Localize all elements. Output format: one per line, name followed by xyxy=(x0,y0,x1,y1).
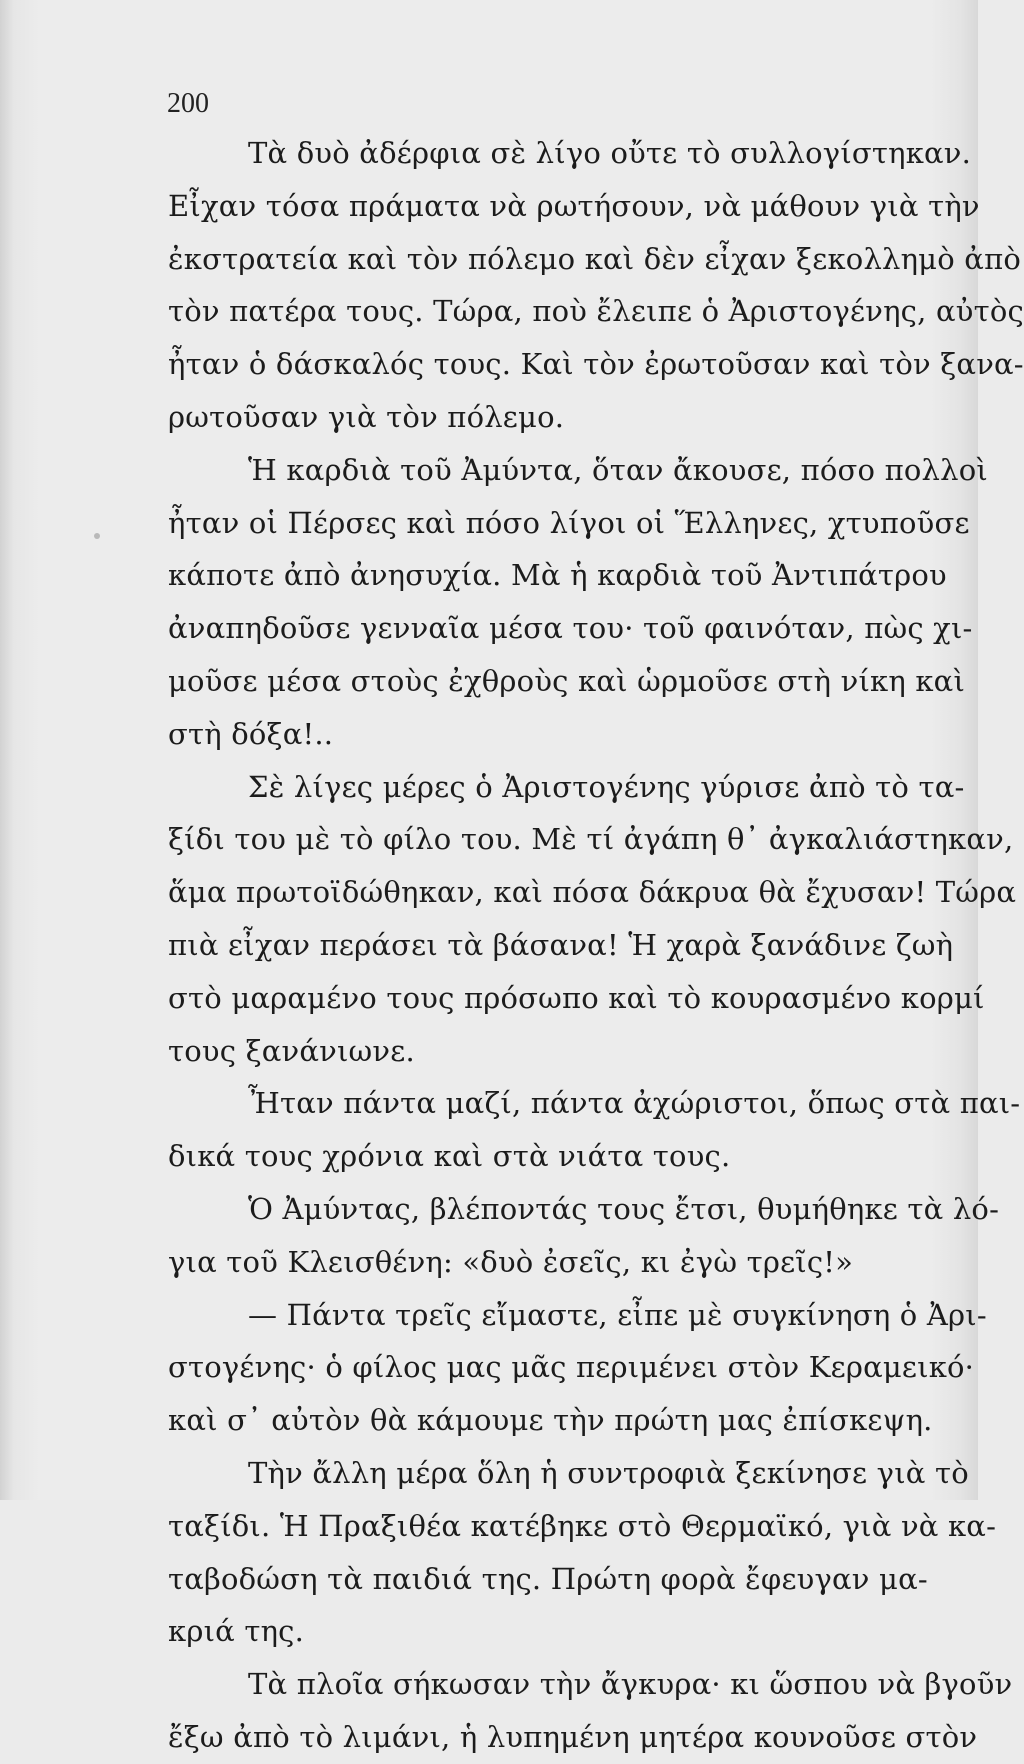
text-line: καὶ σ᾽ αὐτὸν θὰ κάμουμε τὴν πρώτη μας ἐπίσκεψη. xyxy=(168,1403,933,1438)
text-line: Εἶχαν τόσα πράματα νὰ ρωτήσουν, νὰ μάθουν γιὰ τὴν xyxy=(168,188,980,223)
text-line: τὸν πατέρα τους. Τώρα, ποὺ ἔλειπε ὁ Ἀριστογένης, αὐτὸς xyxy=(168,294,1024,329)
body-text xyxy=(168,127,1024,1764)
text-line: στὴ δόξα!.. xyxy=(168,716,334,751)
text-line: πιὰ εἶχαν περάσει τὰ βάσανα! Ἡ χαρὰ ξανάδινε ζωὴ xyxy=(168,927,954,962)
text-line: Ἡ καρδιὰ τοῦ Ἀμύντα, ὅταν ἄκουσε, πόσο πολλοὶ xyxy=(248,452,988,487)
text-line: δικά τους χρόνια καὶ στὰ νιάτα τους. xyxy=(168,1139,731,1174)
text-line: στογένης· ὁ φίλος μας μᾶς περιμένει στὸν Κεραμεικό· xyxy=(168,1350,975,1385)
text-line: ἅμα πρωτοϊδώθηκαν, καὶ πόσα δάκρυα θὰ ἔχυσαν! Τώρα xyxy=(168,875,1017,910)
text-line: για τοῦ Κλεισθένη: «δυὸ ἐσεῖς, κι ἐγὼ τρεῖς!» xyxy=(168,1244,854,1279)
text-line: Τὰ δυὸ ἀδέρφια σὲ λίγο οὔτε τὸ συλλογίστηκαν. xyxy=(248,136,972,170)
text-line: Τὴν ἄλλη μέρα ὅλη ἡ συντροφιὰ ξεκίνησε γιὰ τὸ xyxy=(248,1455,969,1490)
text-line: ἦταν ὁ δάσκαλός τους. Καὶ τὸν ἐρωτοῦσαν καὶ τὸν ξανα- xyxy=(168,347,1024,382)
text-line: μοῦσε μέσα στοὺς ἐχθροὺς καὶ ὡρμοῦσε στὴ νίκη καὶ xyxy=(168,663,966,698)
text-line: στὸ μαραμένο τους πρόσωπο καὶ τὸ κουρασμένο κορμί xyxy=(168,980,985,1015)
text-line: ταξίδι. Ἡ Πραξιθέα κατέβηκε στὸ Θερμαϊκό, γιὰ νὰ κα- xyxy=(168,1508,997,1543)
text-line: ἀναπηδοῦσε γενναῖα μέσα του· τοῦ φαινόταν, πὼς χι- xyxy=(168,611,973,646)
page-number: 200 xyxy=(167,88,209,119)
text-line: Σὲ λίγες μέρες ὁ Ἀριστογένης γύρισε ἀπὸ τὸ τα- xyxy=(248,769,965,804)
text-line: ἦταν οἱ Πέρσες καὶ πόσο λίγοι οἱ Ἕλληνες, χτυποῦσε xyxy=(168,505,970,540)
text-line: κάποτε ἀπὸ ἀνησυχία. Μὰ ἡ καρδιὰ τοῦ Ἀντιπάτρου xyxy=(168,558,947,593)
paper-speck xyxy=(94,533,100,539)
text-line: Ἦταν πάντα μαζί, πάντα ἀχώριστοι, ὅπως στὰ παι- xyxy=(248,1086,1021,1121)
text-line: — Πάντα τρεῖς εἴμαστε, εἶπε μὲ συγκίνηση ὁ Ἀρι- xyxy=(248,1297,987,1332)
text-line: ἐκστρατεία καὶ τὸν πόλεμο καὶ δὲν εἶχαν ξεκολλημὸ ἀπὸ xyxy=(168,241,1022,276)
text-line: κριά της. xyxy=(168,1614,305,1649)
text-line: τους ξανάνιωνε. xyxy=(168,1033,415,1068)
text-line: ἔξω ἀπὸ τὸ λιμάνι, ἡ λυπημένη μητέρα κουνοῦσε στὸν xyxy=(168,1719,978,1754)
text-line: Τὰ πλοῖα σήκωσαν τὴν ἄγκυρα· κι ὥσπου νὰ βγοῦν xyxy=(248,1667,1013,1702)
text-line: ρωτοῦσαν γιὰ τὸν πόλεμο. xyxy=(168,399,565,434)
text-line: ταβοδώση τὰ παιδιά της. Πρώτη φορὰ ἔφευγαν μα- xyxy=(168,1561,928,1596)
text-line: Ὁ Ἀμύντας, βλέποντάς τους ἔτσι, θυμήθηκε τὰ λό- xyxy=(248,1191,1000,1226)
text-line: ξίδι του μὲ τὸ φίλο του. Μὲ τί ἀγάπη θ᾽ ἀγκαλιάστηκαν, xyxy=(168,822,1014,857)
